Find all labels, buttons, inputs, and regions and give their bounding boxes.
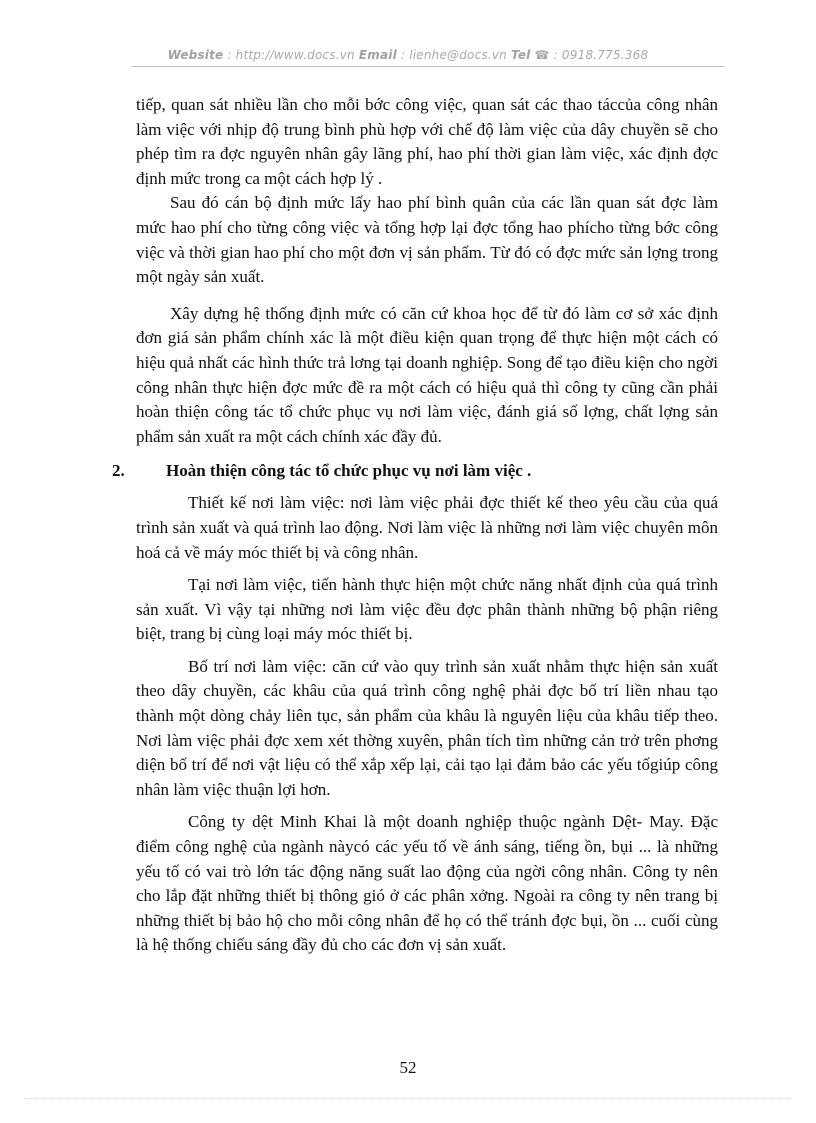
- page-number: 52: [399, 1058, 417, 1077]
- website-label: Website: [167, 48, 224, 62]
- section-title: Hoàn thiện công tác tổ chức phục vụ nơi làm việc .: [166, 461, 532, 481]
- tel-value: ☎ : 0918.775.368: [534, 48, 649, 62]
- paragraph-company-minh-khai: Công ty dệt Minh Khai là một doanh nghiệp thuộc ngành Dệt- May. Đặc điểm công nghệ của ngành nàycó các yếu tố về ánh sáng, tiếng ồn, bụi ... là những yếu tố có vai trò lớn tác động năng suất lao động của ngời công nhân. Công ty nên cho lắp đặt những thiết bị thông gió ở các phân xởng. Ngoài ra công ty nên trang bị những thiết bị bảo hộ cho mỗi công nhân để họ có thể tránh đợc bụi, ồn ... cuối cùng là hệ thống chiếu sáng đầy đủ cho các đơn vị sản xuất.: [136, 812, 718, 955]
- paragraph-average-cost: Sau đó cán bộ định mức lấy hao phí bình quân của các lần quan sát đợc làm mức hao phí cho từng công việc và tổng hợp lại đợc tổng hao phícho từng bớc công việc và thời gian hao phí cho một đơn vị sản phẩm. Từ đó có đợc mức sản lợng trong một ngày sản xuất.: [136, 193, 718, 287]
- paragraph-workplace-design: Thiết kế nơi làm việc: nơi làm việc phải đợc thiết kế theo yêu cầu của quá trình sản xuất và quá trình lao động. Nơi làm việc là những nơi làm việc chuyên môn hoá cả về máy móc thiết bị và công nhân.: [136, 493, 718, 562]
- section-number: 2.: [112, 461, 125, 481]
- tel-label: Tel: [511, 48, 531, 62]
- website-value: : http://www.docs.vn: [227, 48, 355, 62]
- footer-divider: [24, 1098, 792, 1099]
- document-body: [112, 93, 718, 966]
- email-value: : lienhe@docs.vn: [400, 48, 507, 62]
- page-header: [0, 48, 816, 62]
- header-divider: [132, 66, 724, 67]
- section-heading: [112, 459, 718, 483]
- paragraph-workplace-layout: Bố trí nơi làm việc: căn cứ vào quy trình sản xuất nhằm thực hiện sản xuất theo dây chuyền, các khâu của quá trình công nghệ phải đợc bố trí liền nhau tạo thành một dòng chảy liên tục, sản phẩm của khâu là nguyên liệu của khâu tiếp theo. Nơi làm việc phải đợc xem xét thờng xuyên, phân tích tìm những cản trở trên phơng diện bố trí để nơi vật liệu có thể xắp xếp lại, cải tạo lại đảm bảo các yếu tốgiúp công nhân làm việc thuận lợi hơn.: [136, 656, 718, 799]
- paragraph-workplace-function: Tại nơi làm việc, tiến hành thực hiện một chức năng nhất định của quá trình sản xuất. Vì vậy tại những nơi làm việc đều đợc phân thành những bộ phận riêng biệt, trang bị cùng loại máy móc thiết bị.: [136, 575, 718, 644]
- email-label: Email: [358, 48, 397, 62]
- paragraph-continuation: tiếp, quan sát nhiều lần cho mỗi bớc công việc, quan sát các thao táccủa công nhân làm việc với nhịp độ trung bình phù hợp với chế độ làm việc của dây chuyền sẽ cho phép tìm ra đợc nguyên nhân gây lãng phí, hao phí thời gian làm việc, xác định đợc định mức trong ca một cách hợp lý .: [136, 95, 718, 188]
- paragraph-norm-system: Xây dựng hệ thống định mức có căn cứ khoa học để từ đó làm cơ sở xác định đơn giá sản phẩm chính xác là một điều kiện quan trọng để thực hiện một cách có hiệu quả nhất các hình thức trả lơng tại doanh nghiệp. Song để tạo điều kiện cho ngời công nhân thực hiện đợc mức đề ra một cách có hiệu quả thì công ty cũng cần phải hoàn thiện công tác tổ chức phục vụ nơi làm việc, đánh giá số lợng, chất lợng sản phẩm sản xuất ra một cách chính xác đầy đủ.: [136, 303, 718, 446]
